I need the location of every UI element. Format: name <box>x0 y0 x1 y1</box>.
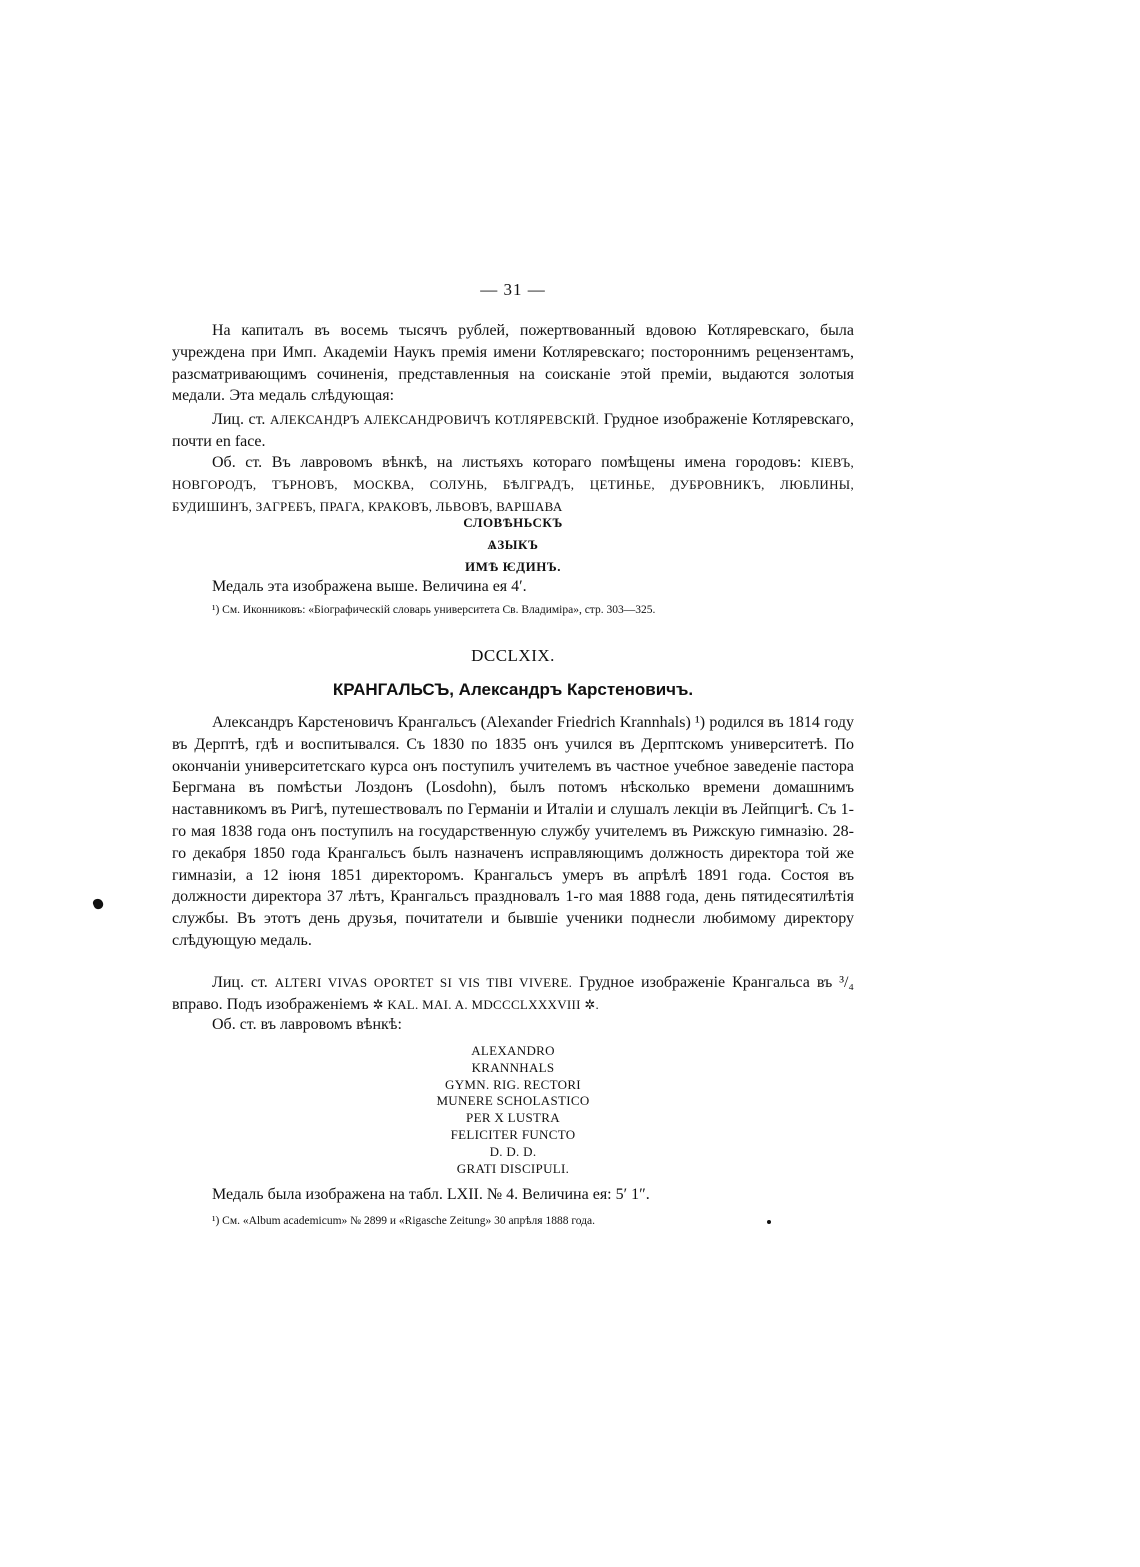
obverse-label: Лиц. ст. <box>212 974 268 991</box>
obverse-legend: АЛЕКСАНДРЪ АЛЕКСАНДРОВИЧЪ КОТЛЯРЕВСКІЙ. <box>270 412 600 427</box>
obverse-exergue: ✲ KAL. MAI. A. MDCCCLXXXVIII ✲. <box>372 996 600 1012</box>
ink-dot-mark <box>766 1219 772 1225</box>
slavonic-inscription <box>0 512 1026 578</box>
krannhals-reverse: Об. ст. въ лавровомъ вѣнкѣ: <box>212 1016 402 1033</box>
krannhals-biography <box>172 712 854 952</box>
footnote-1: ¹) См. Иконниковъ: «Біографическій словарь университета Св. Владиміра», стр. 303—325. <box>212 604 656 616</box>
latin-line: MUNERE SCHOLASTICO <box>436 1093 590 1109</box>
latin-line: PER X LUSTRA <box>466 1110 560 1126</box>
latin-line: KRANNHALS <box>471 1059 555 1075</box>
kotlyarevsky-obverse <box>172 409 854 453</box>
kotlyarevsky-intro-paragraph <box>172 320 854 407</box>
latin-line: FELICITER FUNCTO <box>450 1126 576 1142</box>
obverse-description: Грудное изображеніе Котляревскаго, почти en face. <box>172 411 855 450</box>
page-number: — 31 — <box>480 280 546 299</box>
reverse-label: Об. ст. <box>212 454 263 471</box>
intro-text: На капиталъ въ восемь тысячъ рублей, пожертвованный вдовою Котляревскаго, была учреждена при Имп. Академіи Наукъ премія имени Котляревскаго; постороннимъ рецензентамъ, разсматривающимъ сочиненія, представленныя на соисканіе этой преміи, выдаются золотыя медали. Эта медаль слѣдующая: <box>172 322 854 405</box>
obverse-legend: ALTERI VIVAS OPORTET SI VIS TIBI VIVERE. <box>274 975 573 990</box>
latin-line: GRATI DISCIPULI. <box>456 1160 570 1176</box>
ink-blot-mark <box>90 896 106 912</box>
reverse-description: Въ лавровомъ вѣнкѣ, на листьяхъ котораго помѣщены имена городовъ: <box>271 454 802 471</box>
latin-line: GYMN. RIG. RECTORI <box>445 1076 581 1092</box>
entry-number: DCCLXIX. <box>471 646 555 665</box>
footnote-2: ¹) См. «Album academicum» № 2899 и «Rigasche Zeitung» 30 апрѣля 1888 года. <box>212 1215 596 1227</box>
latin-line: ALEXANDRO <box>471 1043 555 1058</box>
medal-note-1: Медаль эта изображена выше. Величина ея 4′. <box>212 578 527 595</box>
slavonic-line: СЛОВѢНЬСКЪ <box>463 515 563 530</box>
krannhals-obverse <box>172 972 854 1016</box>
biography-text: Александръ Карстеновичъ Крангальсъ (Alexander Friedrich Krannhals) ¹) родился въ 1814 году въ Дерптѣ, гдѣ и воспитывался. Съ 1830 по 1835 онъ учился въ Дерптскомъ университетѣ. По окончаніи университетскаго курса онъ поступилъ учителемъ въ частное учебное заведеніе пастора Бергмана въ помѣстьи Лоздонъ (Losdohn), былъ потомъ нѣсколько времени домашнимъ наставникомъ въ Ригѣ, путешествовалъ по Германіи и Италіи и слушалъ лекціи въ Лейпцигѣ. Съ 1-го мая 1838 года онъ поступилъ на государственную службу учителемъ въ Рижскую гимназію. 28-го декабря 1850 года Крангальсъ былъ назначенъ исправляющимъ должность директора той же гимназіи, а 12 іюня 1851 директоромъ. Крангальсъ умеръ въ апрѣлѣ 1891 года. Состоя въ должности директора 37 лѣтъ, Крангальсъ праздновалъ 1-го мая 1888 года, день пятидесятилѣтія службы. Въ этотъ день друзья, почитатели и бывшіе ученики поднесли любимому директору слѣдующую медаль. <box>172 714 854 949</box>
latin-inscription <box>0 1043 1026 1177</box>
slavonic-line: ИМѢ ѤДИНЪ. <box>464 559 562 574</box>
reverse-cities: КІЕВЪ, НОВГОРОДЪ, ТЪРНОВЪ, МОСКВА, СОЛУНЬ, БѢЛГРАДЪ, ЦЕТИНЬЕ, ДУБРОВНИКЪ, ЛЮБЛИНЫ, БУДИШИНЪ, ЗАГРЕБЪ, ПРАГА, КРАКОВЪ, ЛЬВОВЪ, ВАРШАВА <box>172 455 855 514</box>
kotlyarevsky-reverse <box>172 452 854 517</box>
entry-title: КРАНГАЛЬСЪ, Александръ Карстеновичъ. <box>332 680 694 699</box>
obverse-label: Лиц. ст. <box>212 411 266 428</box>
latin-line: D. D. D. <box>489 1143 537 1159</box>
slavonic-line: ѦЗЫКЪ <box>487 537 539 552</box>
obverse-description: Грудное изображеніе Крангальса въ ³/₄ вправо. Подъ изображеніемъ <box>172 974 855 1013</box>
medal-note-2: Медаль была изображена на табл. LXII. № 4. Величина ея: 5′ 1″. <box>212 1186 650 1203</box>
